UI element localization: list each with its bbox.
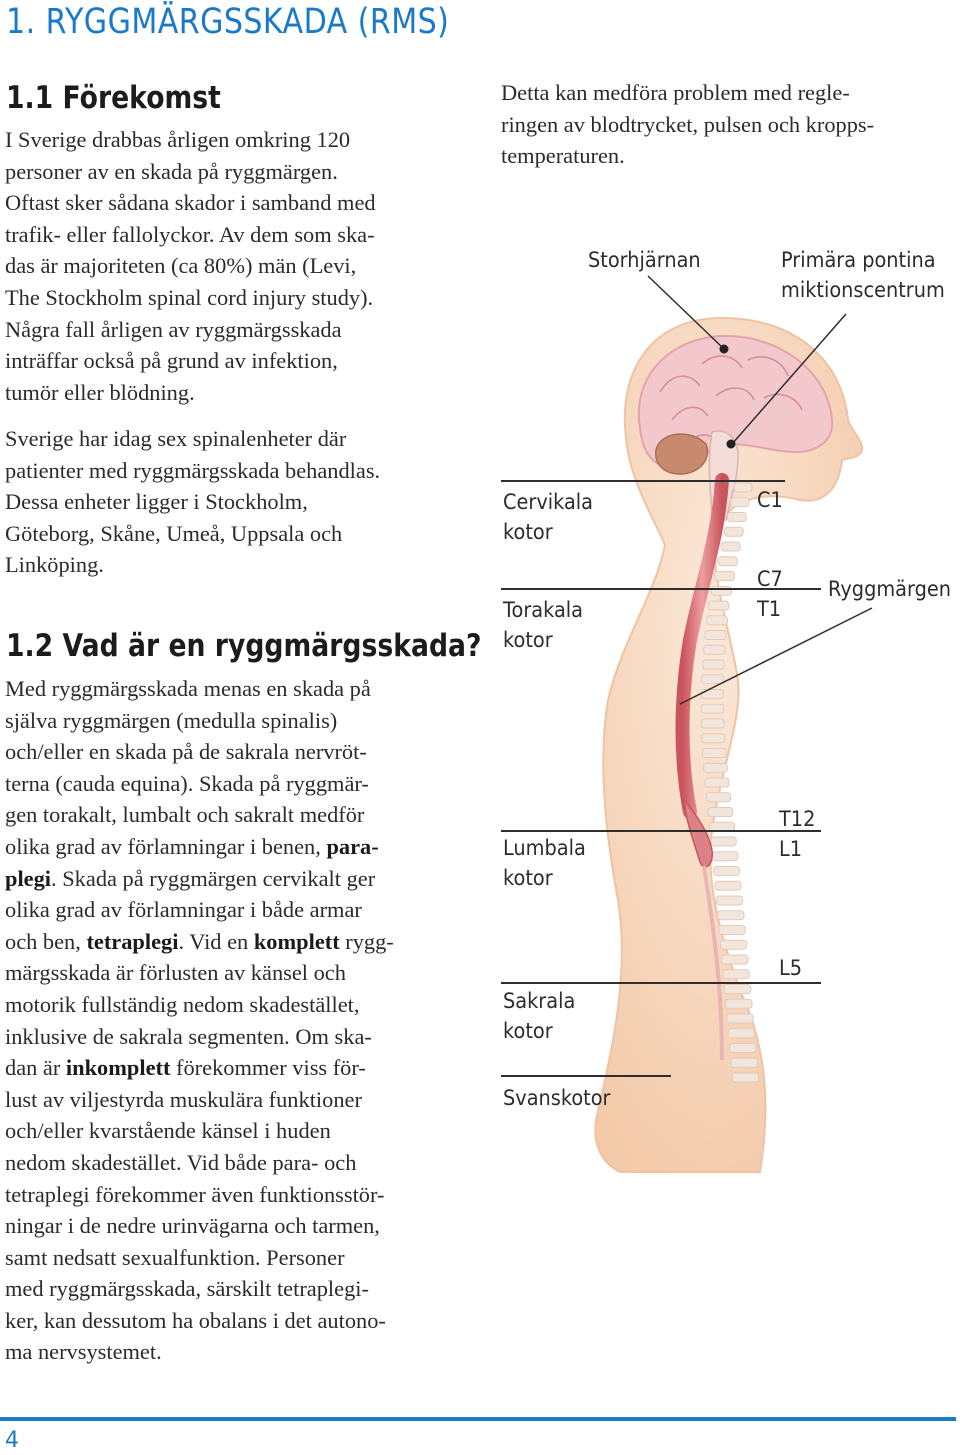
vertebra bbox=[714, 867, 740, 876]
label-storhjarnan: Storhjärnan bbox=[588, 248, 701, 272]
label-l5: L5 bbox=[779, 956, 803, 980]
vertebra bbox=[704, 763, 728, 772]
vertebra bbox=[721, 542, 740, 551]
text-line: patienter med ryggmärgsskada behandlas. bbox=[5, 457, 381, 483]
text-line: ker, kan dessutom ha obalans i det autono- bbox=[5, 1307, 386, 1333]
label-t1: T1 bbox=[757, 597, 782, 621]
vertebra bbox=[731, 1058, 757, 1067]
text-line: med ryggmärgsskada, särskilt tetraplegi- bbox=[5, 1276, 369, 1302]
label-cervical bbox=[503, 487, 593, 547]
text-line: gen torakalt, lumbalt och sakralt medför bbox=[5, 802, 365, 828]
term-inkomplett: inkomplett bbox=[65, 1055, 171, 1081]
text-run: rygg- bbox=[339, 928, 394, 954]
text-line: själva ryggmärgen (medulla spinalis) bbox=[5, 707, 338, 733]
text-line: Göteborg, Skåne, Umeå, Uppsala och bbox=[5, 520, 343, 546]
text-line: nedom skadestället. Vid både para- och bbox=[5, 1149, 357, 1175]
label-t12: T12 bbox=[779, 807, 816, 831]
vertebra bbox=[702, 734, 725, 743]
vertebra bbox=[701, 704, 724, 713]
vertebra bbox=[703, 660, 725, 669]
label-line: kotor bbox=[503, 628, 553, 652]
label-line: Sakrala bbox=[503, 989, 576, 1013]
text-run: . Skada på ryggmärgen cervikalt ger bbox=[51, 865, 376, 891]
label-sacral bbox=[503, 986, 575, 1046]
vertebra bbox=[701, 690, 723, 699]
vertebra bbox=[701, 719, 724, 728]
vertebra bbox=[711, 837, 736, 846]
vertebra bbox=[712, 852, 738, 861]
vertebra bbox=[707, 616, 728, 625]
text-line: tetraplegi förekommer även funktionsstör- bbox=[5, 1181, 385, 1207]
divider-coccyx bbox=[501, 1075, 671, 1077]
text-line: olika grad av förlamningar i både armar bbox=[5, 897, 362, 923]
text-run: olika grad av förlamningar i benen, bbox=[5, 833, 327, 859]
label-coccyx: Svanskotor bbox=[503, 1086, 611, 1110]
footer-rule bbox=[0, 1417, 956, 1421]
text-line: Oftast sker sådana skador i samband med bbox=[5, 190, 376, 216]
label-c1: C1 bbox=[757, 488, 783, 512]
vertebra bbox=[705, 631, 726, 640]
term-paraplegi-part1: para- bbox=[326, 833, 379, 859]
label-c7: C7 bbox=[757, 567, 783, 591]
divider-lumbar bbox=[501, 830, 821, 832]
text-line: Detta kan medföra problem med regle- bbox=[501, 80, 850, 105]
vertebra bbox=[715, 881, 741, 890]
text-line: Dessa enheter ligger i Stockholm, bbox=[5, 489, 308, 515]
label-line: Lumbala bbox=[503, 836, 586, 860]
label-line: miktionscentrum bbox=[781, 278, 945, 302]
vertebra bbox=[728, 1029, 754, 1038]
vertebra bbox=[703, 749, 726, 758]
vertebra bbox=[705, 778, 729, 787]
label-line: Primära pontina bbox=[781, 248, 936, 272]
text-line: ma nervsystemet. bbox=[5, 1339, 162, 1365]
text-run: dan är bbox=[5, 1055, 66, 1081]
vertebra bbox=[726, 999, 752, 1008]
text-line: personer av en skada på ryggmärgen. bbox=[5, 158, 338, 184]
page-number: 4 bbox=[5, 1428, 19, 1453]
text-line: The Stockholm spinal cord injury study). bbox=[5, 284, 374, 310]
vertebra bbox=[732, 1073, 758, 1082]
text-line: temperaturen. bbox=[501, 143, 625, 169]
label-ryggmargen: Ryggmärgen bbox=[828, 577, 951, 601]
vertebra bbox=[724, 985, 750, 994]
cerebellum bbox=[656, 434, 708, 474]
text-line: samt nedsatt sexualfunktion. Personer bbox=[5, 1244, 345, 1270]
vertebra bbox=[734, 483, 752, 492]
text-line: och/eller en skada på de sakrala nervröt- bbox=[5, 739, 367, 765]
label-line: Cervikala bbox=[503, 490, 594, 514]
vertebra bbox=[707, 793, 731, 802]
vertebra bbox=[730, 1044, 756, 1053]
text-line: Med ryggmärgsskada menas en skada på bbox=[5, 676, 371, 701]
section-heading-forekomst: 1.1 Förekomst bbox=[6, 80, 221, 116]
text-line: inträffar också på grund av infektion, bbox=[5, 348, 338, 374]
text-line: märgsskada är förlusten av känsel och bbox=[5, 960, 346, 986]
text-run: förekommer viss för- bbox=[170, 1055, 366, 1081]
label-line: kotor bbox=[503, 1019, 553, 1043]
vertebra bbox=[716, 896, 742, 905]
vertebra bbox=[715, 572, 735, 581]
label-pontine-center bbox=[781, 245, 945, 305]
brain-marker-dot bbox=[720, 345, 729, 354]
text-run: och ben, bbox=[5, 928, 87, 954]
text-line: Sverige har idag sex spinalenheter där bbox=[5, 426, 347, 451]
text-line: ringen av blodtrycket, pulsen och kropps- bbox=[501, 111, 875, 137]
term-paraplegi-part2: plegi bbox=[5, 865, 52, 891]
text-line: ningar i de nedre urinvägarna och tarmen, bbox=[5, 1213, 380, 1239]
text-line: das är majoriteten (ca 80%) män (Levi, bbox=[5, 253, 357, 279]
text-line: och/eller kvarstående känsel i huden bbox=[5, 1118, 331, 1144]
vertebra bbox=[702, 675, 724, 684]
text-line: trafik- eller fallolyckor. Av dem som ska- bbox=[5, 221, 375, 247]
pontine-marker-dot bbox=[727, 440, 736, 449]
section-heading-vad-ar: 1.2 Vad är en ryggmärgsskada? bbox=[6, 628, 482, 664]
term-tetraplegi: tetraplegi bbox=[86, 928, 179, 954]
vertebra bbox=[704, 645, 725, 654]
vertebra bbox=[724, 527, 743, 536]
divider-sacral bbox=[501, 982, 821, 984]
text-line: lust av viljestyrda muskulära funktioner bbox=[5, 1086, 362, 1112]
text-line: Några fall årligen av ryggmärgsskada bbox=[5, 316, 342, 342]
chapter-title: 1. RYGGMÄRGSSKADA (RMS) bbox=[6, 2, 450, 42]
text-line: Linköping. bbox=[5, 552, 104, 578]
vertebra bbox=[718, 911, 744, 920]
text-line: terna (cauda equina). Skada på ryggmär- bbox=[5, 770, 369, 796]
vertebra bbox=[708, 808, 733, 817]
label-line: kotor bbox=[503, 866, 553, 890]
vertebra bbox=[720, 940, 746, 949]
label-lumbar bbox=[503, 833, 586, 893]
label-line: kotor bbox=[503, 520, 553, 544]
vertebra bbox=[731, 498, 749, 507]
label-l1: L1 bbox=[779, 837, 803, 861]
text-line: tumör eller blödning. bbox=[5, 379, 195, 405]
text-line: motorik fullständig nedom skadestället, bbox=[5, 991, 360, 1017]
vertebra bbox=[718, 557, 738, 566]
vertebra bbox=[719, 926, 745, 935]
vertebra bbox=[722, 955, 748, 964]
divider-cervical bbox=[501, 480, 785, 482]
term-komplett: komplett bbox=[253, 928, 340, 954]
vertebra bbox=[728, 513, 747, 522]
vertebra bbox=[723, 970, 749, 979]
label-line: Torakala bbox=[503, 598, 584, 622]
text-line: inklusive de sakrala segmenten. Om ska- bbox=[5, 1023, 372, 1049]
label-thoracic bbox=[503, 595, 583, 655]
vertebra bbox=[727, 1014, 753, 1023]
text-run: . Vid en bbox=[178, 928, 254, 954]
vertebra bbox=[708, 601, 728, 610]
text-line: I Sverige drabbas årligen omkring 120 bbox=[5, 127, 351, 152]
